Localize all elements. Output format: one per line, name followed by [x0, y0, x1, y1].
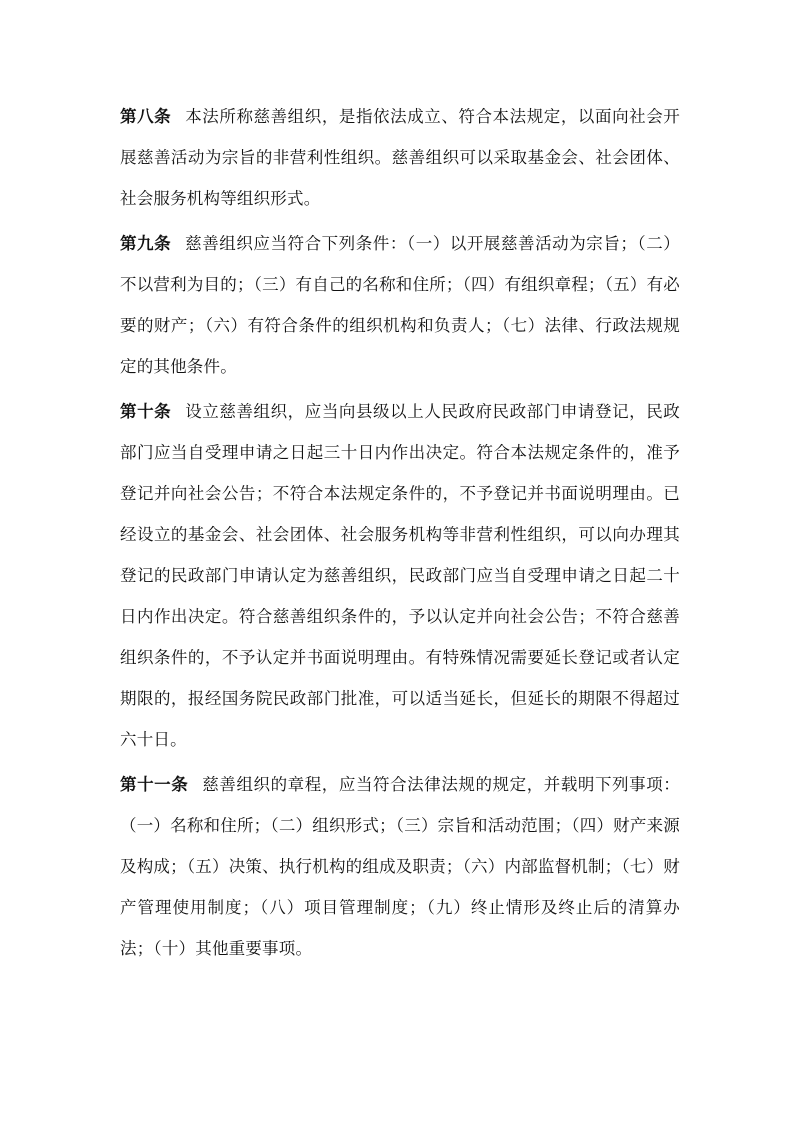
article-9: [120, 223, 680, 387]
article-text: 本法所称慈善组织，是指依法成立、符合本法规定，以面向社会开展慈善活动为宗旨的非营利性组织。慈善组织可以采取基金会、社会团体、社会服务机构等组织形式。: [120, 107, 680, 208]
article-number: 第八条: [120, 107, 172, 126]
article-number: 第十条: [120, 402, 172, 421]
article-8: [120, 96, 680, 219]
article-text: 慈善组织应当符合下列条件：（一）以开展慈善活动为宗旨；（二）不以营利为目的；（三）有自己的名称和住所；（四）有组织章程；（五）有必要的财产；（六）有符合条件的组织机构和负责人；（七）法律、行政法规规定的其他条件。: [120, 234, 680, 376]
article-11: [120, 764, 680, 969]
article-text: 慈善组织的章程，应当符合法律法规的规定，并载明下列事项：（一）名称和住所；（二）组织形式；（三）宗旨和活动范围；（四）财产来源及构成；（五）决策、执行机构的组成及职责；（六）内部监督机制；（七）财产管理使用制度；（八）项目管理制度；（九）终止情形及终止后的清算办法；（十）其他重要事项。: [120, 775, 680, 958]
document-page: [120, 96, 680, 973]
article-10: [120, 391, 680, 760]
article-text: 设立慈善组织，应当向县级以上人民政府民政部门申请登记，民政部门应当自受理申请之日起三十日内作出决定。符合本法规定条件的，准予登记并向社会公告；不符合本法规定条件的，不予登记并书面说明理由。已经设立的基金会、社会团体、社会服务机构等非营利性组织，可以向办理其登记的民政部门申请认定为慈善组织，民政部门应当自受理申请之日起二十日内作出决定。符合慈善组织条件的，予以认定并向社会公告；不符合慈善组织条件的，不予认定并书面说明理由。有特殊情况需要延长登记或者认定期限的，报经国务院民政部门批准，可以适当延长，但延长的期限不得超过六十日。: [120, 402, 680, 749]
article-number: 第十一条: [120, 775, 189, 794]
article-number: 第九条: [120, 234, 172, 253]
